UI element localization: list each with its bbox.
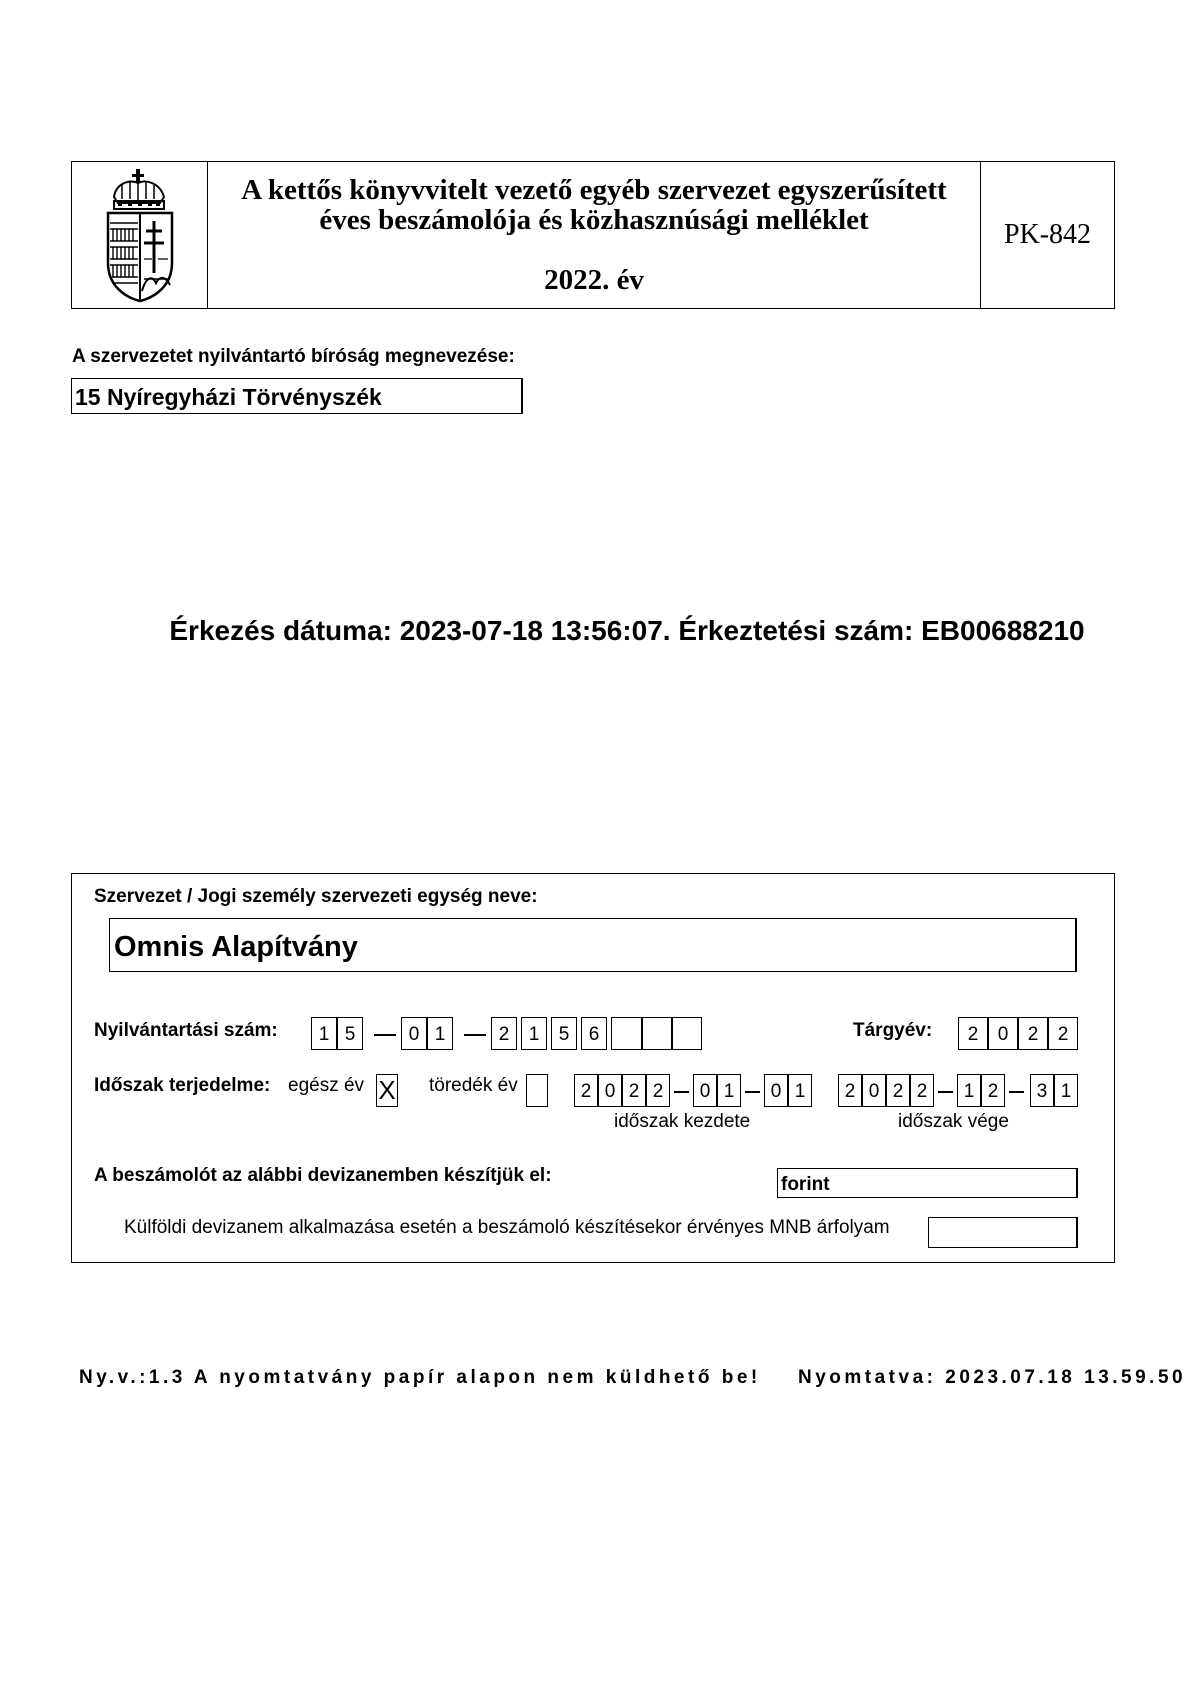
form-year: 2022. év [544, 264, 644, 296]
logo-cell [72, 162, 208, 308]
arrival-stamp: Érkezés dátuma: 2023-07-18 13:56:07. Érkeztetési szám: EB00688210 [169, 615, 1085, 646]
period-end-caption: időszak vége [898, 1111, 1009, 1132]
separator-dash [938, 1091, 953, 1093]
whole-year-checkbox[interactable]: X [376, 1074, 398, 1107]
separator-dash [464, 1034, 486, 1036]
period-start-caption: időszak kezdete [614, 1111, 751, 1132]
date-digit: 2 [646, 1074, 670, 1107]
date-digit: 1 [957, 1074, 981, 1107]
header-table [71, 161, 1115, 309]
separator-dash [1009, 1091, 1024, 1093]
footer-printed-timestamp: Nyomtatva: 2023.07.18 13.59.50 [798, 1367, 1187, 1388]
separator-dash [674, 1091, 689, 1093]
coat-of-arms-icon [100, 167, 180, 305]
currency-label: A beszámolót az alábbi devizanemben készítjük el: [94, 1165, 552, 1186]
registration-digit: 0 [401, 1017, 427, 1050]
registration-digit [642, 1017, 672, 1050]
form-code: PK-842 [1003, 219, 1092, 250]
year-digit: 2 [958, 1017, 988, 1050]
date-digit: 1 [717, 1074, 741, 1107]
date-digit: 1 [788, 1074, 812, 1107]
date-digit: 2 [622, 1074, 646, 1107]
registration-label: Nyilvántartási szám: [94, 1020, 278, 1041]
date-digit: 2 [910, 1074, 934, 1107]
registration-digit: 6 [581, 1017, 607, 1050]
org-name-field: Omnis Alapítvány [109, 918, 1077, 972]
date-digit: 2 [574, 1074, 598, 1107]
date-digit: 1 [1054, 1074, 1078, 1107]
org-name-label: Szervezet / Jogi személy szervezeti egység neve: [94, 886, 538, 907]
date-digit: 0 [598, 1074, 622, 1107]
date-digit: 0 [862, 1074, 886, 1107]
date-digit: 0 [764, 1074, 788, 1107]
year-digit: 2 [1018, 1017, 1048, 1050]
partial-year-checkbox[interactable] [526, 1074, 548, 1107]
year-digit: 0 [988, 1017, 1018, 1050]
form-title-line-1: A kettős könyvvitelt vezető egyéb szervezet egyszerűsített [241, 174, 947, 206]
court-field: 15 Nyíregyházi Törvényszék [71, 378, 523, 414]
registration-digit: 1 [521, 1017, 547, 1050]
registration-digit: 5 [337, 1017, 363, 1050]
registration-digit: 1 [427, 1017, 453, 1050]
registration-digit [611, 1017, 642, 1050]
mnb-rate-label: Külföldi devizanem alkalmazása esetén a beszámoló készítésekor érvényes MNB árfolyam [124, 1217, 890, 1238]
date-digit: 3 [1030, 1074, 1054, 1107]
separator-dash [374, 1034, 396, 1036]
footer-version-note: Ny.v.:1.3 A nyomtatvány papír alapon nem küldhető be! [79, 1367, 761, 1388]
court-label: A szervezetet nyilvántartó bíróság megnevezése: [72, 346, 515, 367]
date-digit: 2 [838, 1074, 862, 1107]
subject-year-label: Tárgyév: [853, 1020, 933, 1041]
title-cell [208, 162, 981, 308]
registration-digit: 2 [491, 1017, 517, 1050]
registration-digit: 5 [551, 1017, 577, 1050]
currency-field: forint [777, 1168, 1078, 1198]
period-label: Időszak terjedelme: [94, 1075, 271, 1096]
year-digit: 2 [1048, 1017, 1078, 1050]
form-title-line-2: éves beszámolója és közhasznúsági melléklet [319, 204, 869, 236]
registration-digit [672, 1017, 702, 1050]
date-digit: 2 [981, 1074, 1005, 1107]
date-digit: 2 [886, 1074, 910, 1107]
mnb-rate-field [928, 1217, 1078, 1248]
whole-year-label: egész év [288, 1075, 365, 1096]
registration-digit: 1 [311, 1017, 337, 1050]
partial-year-label: töredék év [429, 1075, 518, 1096]
separator-dash [745, 1091, 760, 1093]
date-digit: 0 [693, 1074, 717, 1107]
